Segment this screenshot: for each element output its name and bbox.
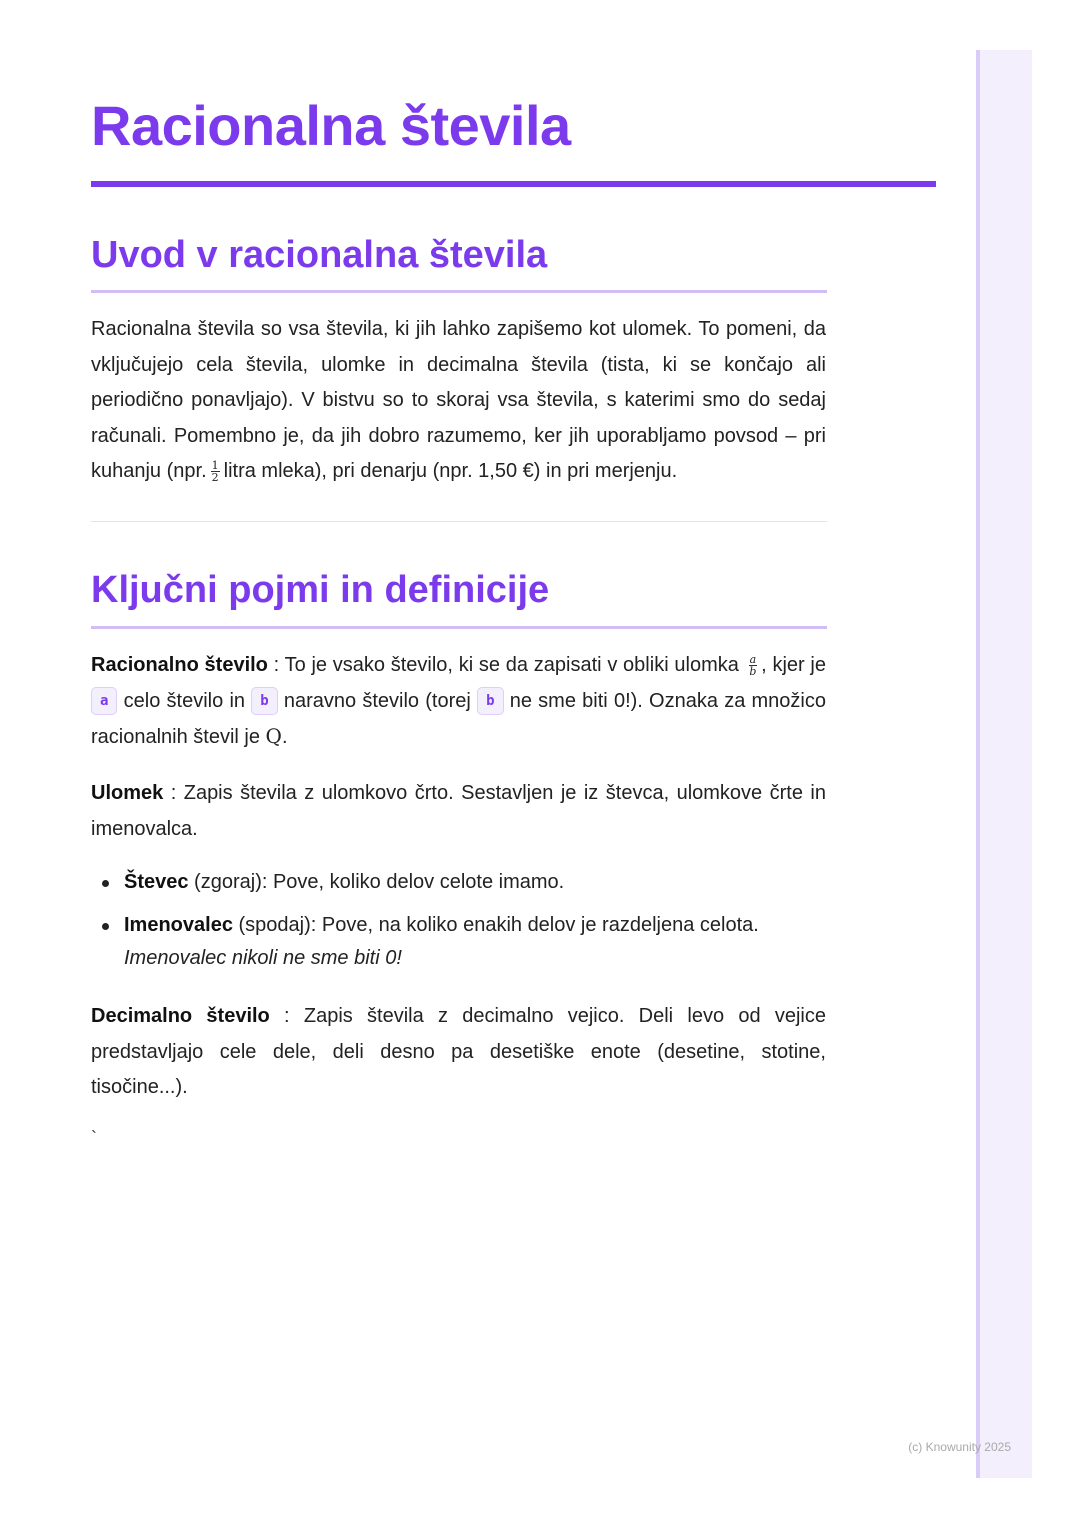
section-heading-definitions: Ključni pojmi in definicije [91, 569, 550, 611]
side-panel [976, 50, 1032, 1478]
list-item-numerator: Števec (zgoraj): Pove, koliko delov celote imamo. [91, 866, 826, 899]
fraction-a-over-b: $\frac{a}{b}$ [749, 653, 757, 679]
rational-set-symbol: Q [265, 724, 282, 748]
stray-backtick: ` [91, 1128, 97, 1148]
definition-rational-number: Racionalno število : To je vsako število, ki se da zapisati v obliki ulomka $\frac{a}{b}$ , kjer je a celo število in b naravno število (torej b ne sme biti 0!). Oznaka za množico racionalnih števil je Q. [91, 653, 826, 748]
fraction-parts-list [91, 866, 826, 985]
code-b: b [477, 687, 503, 715]
list-item-denominator: Imenovalec (spodaj): Pove, na koliko enakih delov je razdeljena celota. Imenovalec nikoli ne sme biti 0! [91, 909, 826, 975]
section-heading-underline [91, 626, 827, 629]
denominator-note: Imenovalec nikoli ne sme biti 0! [124, 947, 402, 969]
intro-paragraph: Racionalna števila so vsa števila, ki jih lahko zapišemo kot ulomek. To pomeni, da vključujejo cela števila, ulomke in decimalna števila (tista, ki se končajo ali periodično ponavljajo). V bistvu so to skoraj vsa števila, s katerimi smo do sedaj računali. Pomembno je, da jih dobro razumemo, ker jih uporabljamo povsod – pri kuhanju (npr. $\frac{1}{2}$ litra mleka), pri denarju (npr. 1,50 €) in pri merjenju. [91, 318, 826, 485]
code-a: a [91, 687, 117, 715]
code-b: b [251, 687, 277, 715]
fraction-one-half: $\frac{1}{2}$ [211, 459, 219, 485]
definition-fraction: Ulomek : Zapis števila z ulomkovo črto. Sestavljen je iz števca, ulomkove črte in imenovalca. [91, 782, 826, 840]
term-label: Ulomek [91, 782, 164, 804]
section-heading-underline [91, 290, 827, 293]
term-label: Decimalno število [91, 1005, 270, 1027]
term-label: Racionalno število [91, 654, 268, 676]
page-title: Racionalna števila [91, 94, 571, 157]
title-underline [91, 181, 936, 187]
copyright-footer: (c) Knowunity 2025 [908, 1440, 1011, 1454]
definition-decimal-number: Decimalno število : Zapis števila z decimalno vejico. Deli levo od vejice predstavljajo cele dele, deli desno pa desetiške enote (desetine, stotine, tisočine...). [91, 1005, 827, 1098]
section-divider [91, 521, 827, 522]
section-heading-intro: Uvod v racionalna števila [91, 234, 548, 276]
